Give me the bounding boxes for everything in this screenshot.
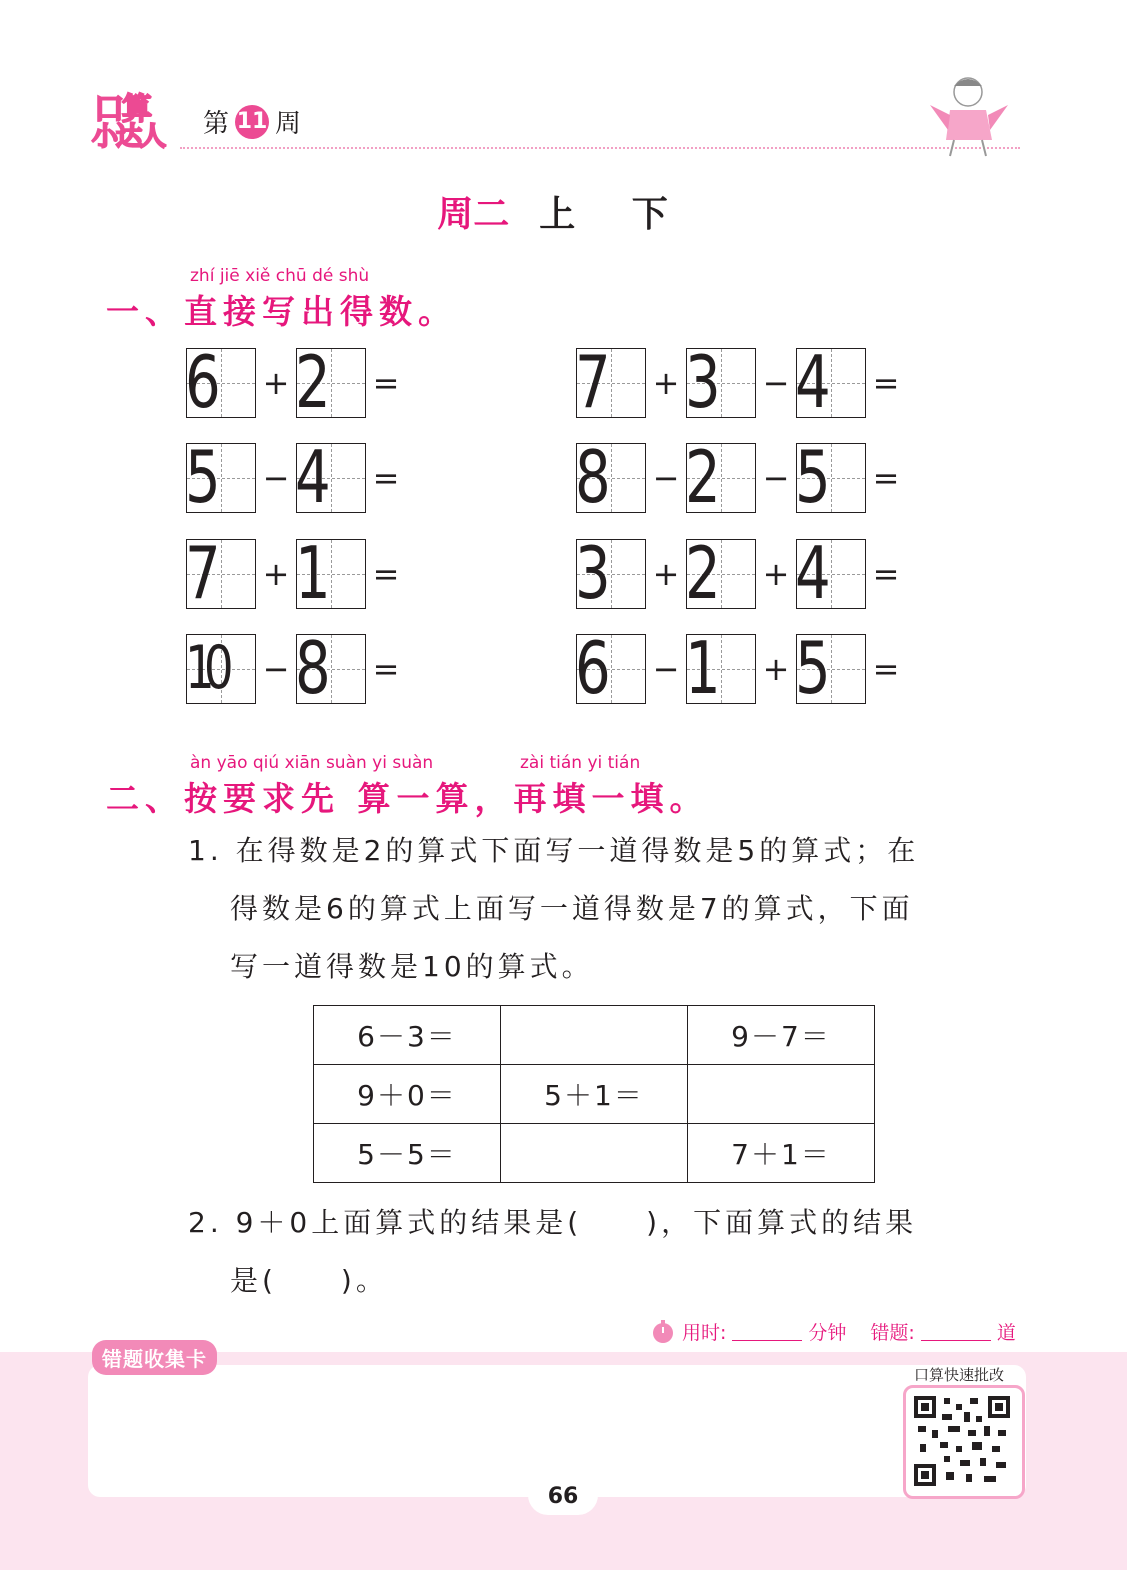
operator: + [762,650,790,688]
operator: = [872,650,900,688]
digit: 6 [575,626,603,710]
stopwatch-icon [650,1319,676,1345]
digit-box [685,626,756,710]
digit-box [795,340,866,424]
operator: − [762,459,790,497]
digit: 8 [295,626,323,710]
operator: + [762,555,790,593]
digit-box [295,340,366,424]
digit-box [575,435,646,519]
digit: 7 [575,340,603,424]
digit-box [795,435,866,519]
timer-row: 用时: 分钟 错题: 道 [650,1318,1016,1345]
equation-right-2 [575,435,906,519]
digit: 8 [575,435,603,519]
operator: − [762,364,790,402]
digit: 3 [575,531,603,615]
digit-box [295,531,366,615]
time-blank[interactable] [732,1322,802,1341]
table-cell: 5－5＝ [314,1124,501,1183]
operator: = [372,650,400,688]
table-cell: 5＋1＝ [501,1065,688,1124]
section2-heading: 二、按要求先 算一算，再填一填。 [106,779,709,818]
digit-box [795,626,866,710]
qr-label: 口算快速批改 [914,1366,1005,1384]
table-cell[interactable] [501,1006,688,1065]
equation-left-1 [185,340,406,424]
digit: 2 [685,531,713,615]
operator: + [652,364,680,402]
digit-box [186,634,256,704]
digit-box [185,435,256,519]
digit-box [575,340,646,424]
question1-line1: 1. 在得数是2的算式下面写一道得数是5的算式；在 [188,834,920,867]
qr-code-frame[interactable] [903,1385,1025,1499]
equation-left-2 [185,435,406,519]
equation-right-1 [575,340,906,424]
digit: 4 [795,340,823,424]
table-cell: 9－7＝ [688,1006,875,1065]
question1-line3: 写一道得数是10的算式。 [230,950,594,983]
equation-left-3 [185,531,406,615]
digit: 2 [685,435,713,519]
digit-box [685,435,756,519]
equation-right-3 [575,531,906,615]
digit-box [295,435,366,519]
section2-pinyin-a: àn yāo qiú xiān suàn yi suàn [190,753,434,773]
digit-box [685,340,756,424]
digit: 5 [795,435,823,519]
expression-table [313,1005,875,1183]
digit-box [685,531,756,615]
errors-blank[interactable] [921,1322,991,1341]
digit-box [295,626,366,710]
table-cell[interactable] [688,1065,875,1124]
section1-heading: 一、直接写出得数。 [106,292,457,331]
digit-box [185,340,256,424]
digit: 7 [185,531,213,615]
table-cell: 9＋0＝ [314,1065,501,1124]
operator: = [372,555,400,593]
table-cell[interactable] [501,1124,688,1183]
digit: 4 [795,531,823,615]
operator: − [262,650,290,688]
operator: + [262,555,290,593]
digit: 3 [685,340,713,424]
digit: 6 [185,340,213,424]
logo: 口算 小达人 [92,92,165,152]
digit-box [575,531,646,615]
question2-line2: 是( )。 [230,1264,388,1297]
operator: = [872,459,900,497]
error-card-title: 错题收集卡 [92,1340,217,1375]
digit-box [795,531,866,615]
week-number-badge: 11 [235,105,269,139]
operator: = [372,364,400,402]
question2-line1: 2. 9＋0上面算式的结果是( )，下面算式的结果 [188,1206,918,1239]
digit: 10 [185,633,223,703]
operator: − [262,459,290,497]
digit: 1 [295,531,323,615]
mascot-illustration [920,70,1020,160]
digit-box [185,531,256,615]
operator: = [872,364,900,402]
table-cell: 7＋1＝ [688,1124,875,1183]
digit-box [575,626,646,710]
operator: = [872,555,900,593]
table-row [314,1006,875,1065]
page-title: 周二 上 下 [437,194,690,235]
week-label: 第 11 周 [203,103,301,140]
section1-pinyin: zhí jiē xiě chū dé shù [190,266,370,286]
digit: 1 [685,626,713,710]
equation-right-4 [575,626,906,710]
section2-pinyin-b: zài tián yi tián [520,753,641,773]
question1-line2: 得数是6的算式上面写一道得数是7的算式，下面 [230,892,914,925]
digit: 5 [185,435,213,519]
operator: − [652,459,680,497]
page-number: 66 [528,1475,598,1515]
operator: + [262,364,290,402]
table-row [314,1124,875,1183]
operator: = [372,459,400,497]
equation-left-4 [185,626,406,710]
operator: − [652,650,680,688]
header-divider [180,147,1020,149]
table-row [314,1065,875,1124]
qr-code-icon [914,1396,1010,1486]
digit: 2 [295,340,323,424]
digit: 5 [795,626,823,710]
operator: + [652,555,680,593]
digit: 4 [295,435,323,519]
table-cell: 6－3＝ [314,1006,501,1065]
